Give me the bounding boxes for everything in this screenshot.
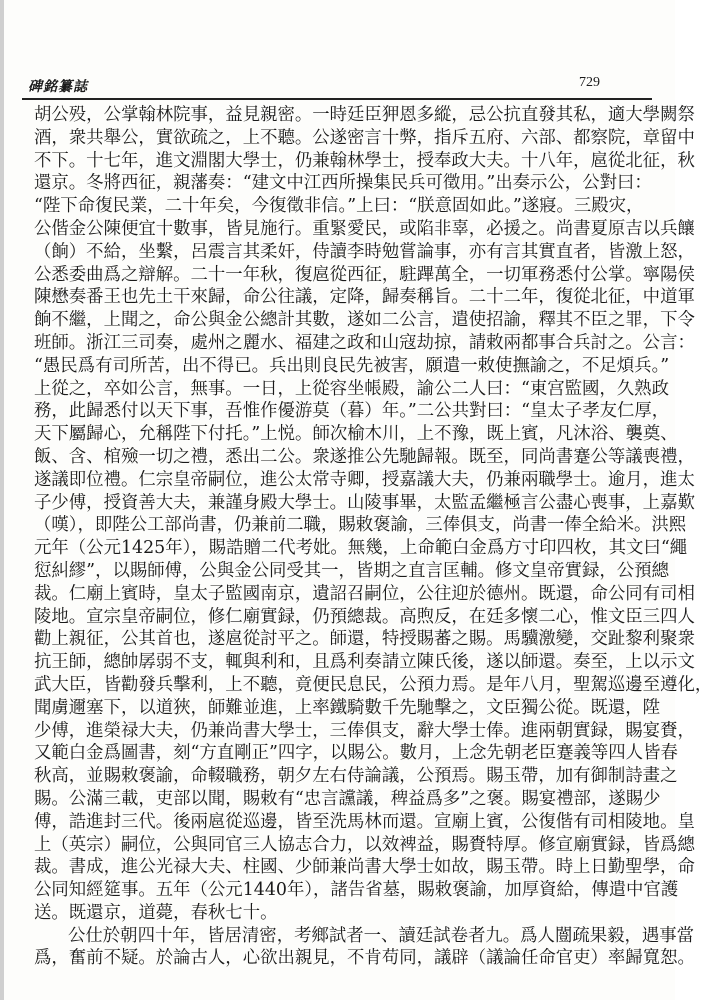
text-line: 陳懋奏番王也先土干來歸，命公往議，定降，歸奏稱旨。二十二年，復從北征，中道軍 xyxy=(34,287,695,308)
paragraph xyxy=(34,925,695,971)
text-line: 班師。浙江三司奏，處州之麗水、福建之政和山寇劫掠，請敕兩都事合兵討之。公言： xyxy=(34,332,695,353)
text-line: （餉）不給，坐繫，呂震言其柔奸，侍讀李時勉嘗論事，亦有言其實直者，皆激上怒， xyxy=(34,241,695,262)
text-line: 裁。仁廟上賓時，皇太子監國南京，遺詔召嗣位，公往迎於德州。既還，命公同有司相 xyxy=(34,583,695,604)
text-line: 公仕於朝四十年，皆居清密，考鄉試者一、讀廷試卷者九。爲人闓疏果毅，遇事當 xyxy=(68,925,695,946)
text-line: 勸上親征，公其首也，遂扈從討平之。師還，特授賜蕃之賜。馬驥激變，交趾黎利聚衆 xyxy=(34,629,695,650)
text-line: 不下。十七年，進文淵閣大學士，仍兼翰林學士，授奉政大夫。十八年，扈從北征，秋 xyxy=(34,150,695,171)
text-line: 遂議即位禮。仁宗皇帝嗣位，進公太常寺卿，授嘉議大夫，仍兼兩職學士。逾月，進太 xyxy=(34,469,695,490)
paragraph xyxy=(34,104,712,925)
text-line: 聞虜邇塞下，以道狹，師難並進，上率鐵騎數千先馳擊之，文臣獨公從。既還，陞 xyxy=(34,697,661,718)
text-line: 公悉委曲爲之辯解。二十一年秋，復扈從西征，駐蹕萬全，一切軍務悉付公掌。寧陽侯 xyxy=(34,264,695,285)
page-header xyxy=(22,74,652,96)
text-line: 子少傅，授資善大夫，兼謹身殿大學士。山陵事畢，太監孟繼極言公盡心喪事，上嘉歎 xyxy=(34,492,695,513)
text-line: 抗王師，總帥孱弱不支，輒與利和，且爲利奏請立陳氏後，遂以師還。奏至，上以示文 xyxy=(34,652,695,673)
text-line: 上（英宗）嗣位，公與同官三人協志合力，以效裨益，賜賚特厚。修宣廟實録，皆爲總 xyxy=(34,834,695,855)
text-line: “愚民爲有司所苦，出不得已。兵出則良民先被害，願遣一敕使撫諭之，不足煩兵。” xyxy=(34,355,670,376)
running-title: 碑銘纂誌 xyxy=(28,79,88,95)
text-line: 上從之，卒如公言，無事。一日，上從容坐帳殿，諭公二人曰：“東宫監國，久熟政 xyxy=(34,378,669,399)
text-line: 傅，誥進封三代。後兩扈從巡邊，皆至洗馬林而還。宣廟上賓，公復偕有司相陵地。皇 xyxy=(34,811,695,832)
text-line: 愆糾繆”，以賜師傅，公與金公同受其一，皆期之直言匡輔。修文皇帝實録，公預總 xyxy=(34,560,669,581)
text-line: 胡公殁，公掌翰林院事，益見親密。一時廷臣狎恩多縱，忌公抗直發其私，適大學闕祭 xyxy=(34,105,695,125)
page-number: 729 xyxy=(579,75,600,90)
text-line: 武大臣，皆勸發兵擊利，上不聽，竟便民息民，公預力焉。是年八月，聖駕巡邊至遵化， xyxy=(34,674,712,695)
text-line: “陛下命復民業，二十年矣，今復徵非信。”上曰：“朕意固如此。”遂寢。三殿灾， xyxy=(34,196,644,217)
body-text xyxy=(34,104,712,970)
scan-edge-shadow xyxy=(0,0,4,1000)
text-line: 飯、含、棺殮一切之禮，悉出二公。衆遂推公先馳歸報。既至，同尚書蹇公等議喪禮， xyxy=(34,446,695,467)
text-line: 餉不繼，上聞之，命公與金公總計其數，遂如二公言，遣使招諭，釋其不臣之罪，下令 xyxy=(34,310,695,331)
text-line: 爲，奮前不疑。於論古人，心欲出親見，不肯苟同，議辟（議論任命官吏）率歸寬恕。 xyxy=(34,948,695,969)
text-line: 少傅，進榮禄大夫，仍兼尚書大學士，三俸俱支，辭大學士俸。進兩朝實録，賜宴賚， xyxy=(34,720,695,741)
text-line: 務，此歸悉付以天下事，吾惟作優游莫（暮）年。”二公共對曰：“皇太子孝友仁厚， xyxy=(34,401,670,422)
text-line: 賜。公滿三載，吏部以聞，賜敕有“忠言讜議，稗益爲多”之褒。賜宴禮部，遂賜少 xyxy=(34,788,661,809)
text-line: 送。既還京，道薨，春秋七十。 xyxy=(34,902,278,923)
text-line: 公同知經筵事。五年（公元1440年），諸告省墓，賜敕褒諭，加厚資給，傳遣中官護 xyxy=(34,880,679,901)
text-line: 公偕金公陳便宜十數事，皆見施行。重緊愛民，或陷非辜，必援之。尚書夏原吉以兵饟 xyxy=(34,218,695,239)
header-rule xyxy=(22,98,652,100)
text-line: （嘆），即陛公工部尚書，仍兼前二職，賜敕褒諭，三俸俱支，尚書一俸全給米。洪熙 xyxy=(34,515,687,536)
text-line: 秋高，並賜敕褒諭，命輟職務，朝夕左右侍論議，公預焉。賜玉帶，加有御制詩畫之 xyxy=(34,766,678,787)
text-line: 裁。書成，進公光禄大夫、柱國、少師兼尚書大學士如故，賜玉帶。時上日勤聖學，命 xyxy=(34,857,695,878)
text-line: 酒，衆共舉公，實欲疏之，上不聽。公遂密言十弊，指斥五府、六部、都察院，章留中 xyxy=(34,127,695,148)
text-line: 元年（公元1425年），賜誥贈二代考妣。無幾，上命範白金爲方寸印四枚，其文曰“繩 xyxy=(34,538,688,559)
text-line: 陵地。宣宗皇帝嗣位，修仁廟實録，仍預總裁。高煦反，在廷多懷二心，惟文臣三四人 xyxy=(34,606,695,627)
text-line: 天下屬歸心，允稱陛下付托。”上悦。師次榆木川，上不豫，既上賓，凡沐浴、襲奠、 xyxy=(34,424,678,445)
text-line: 又範白金爲圖書，刻“方直剛正”四字，以賜公。數月，上念先朝老臣蹇義等四人皆春 xyxy=(34,743,678,764)
text-line: 還京。冬將西征，親藩奏：“建文中江西所操集民兵可徵用。”出奏示公，公對曰： xyxy=(34,173,652,194)
